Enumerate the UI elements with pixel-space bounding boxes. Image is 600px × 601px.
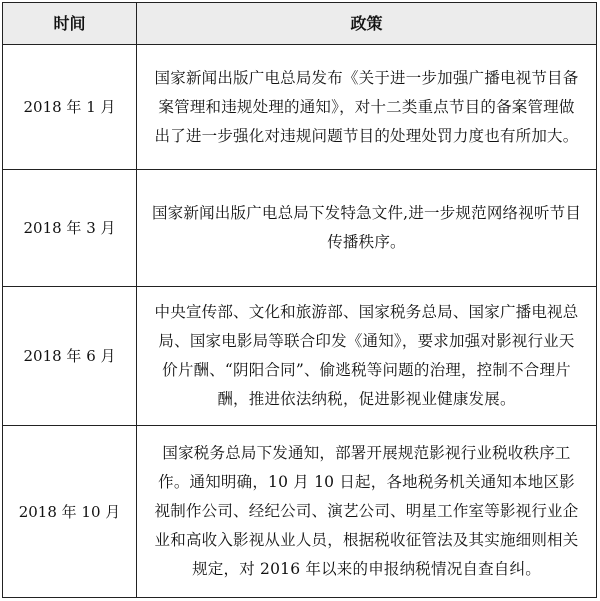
- row-policy: [137, 287, 596, 425]
- table-row: [3, 287, 596, 426]
- table-row: [3, 45, 596, 170]
- row-time-text: 2018 年 10 月: [18, 502, 121, 521]
- table-row: [3, 170, 596, 287]
- row-time: [3, 426, 137, 597]
- row-policy-text: 中央宣传部、文化和旅游部、国家税务总局、国家广播电视总局、国家电影局等联合印发《通知》，要求加强对影视行业天价片酬、“阴阳合同”、偷逃税等问题的治理，控制不合理片酬，推进依法纳税，促进影视业健康发展。: [154, 303, 579, 408]
- row-time: [3, 45, 137, 169]
- table-row: [3, 426, 596, 597]
- row-time-text: 2018 年 3 月: [23, 219, 116, 237]
- header-time: 时间: [3, 3, 137, 44]
- row-time-text: 2018 年 1 月: [23, 98, 116, 116]
- row-time: [3, 287, 137, 425]
- row-policy-text: 国家新闻出版广电总局下发特急文件,进一步规范网络视听节目传播秩序。: [151, 204, 582, 251]
- row-time: [3, 170, 137, 286]
- row-policy-text: 国家新闻出版广电总局发布《关于进一步加强广播电视节目备案管理和违规处理的通知》，对十二类重点节目的备案管理做出了进一步强化对违规问题节目的处理处罚力度也有所加大。: [154, 68, 579, 145]
- row-policy: [137, 170, 596, 286]
- row-policy: [137, 426, 596, 597]
- policy-table: [2, 2, 597, 598]
- row-policy-text: 国家税务总局下发通知，部署开展规范影视行业税收秩序工作。通知明确，10 月 10 日起，各地税务机关通知本地区影视制作公司、经纪公司、演艺公司、明星工作室等影视行业企业和高收入影视从业人员，根据税收征管法及其实施细则相关规定，对 2016 年以来的申报纳税情况自查自纠。: [154, 444, 579, 578]
- header-policy: 政策: [137, 3, 596, 44]
- row-time-text: 2018 年 6 月: [23, 347, 116, 365]
- row-policy: [137, 45, 596, 169]
- table-header-row: [3, 3, 596, 45]
